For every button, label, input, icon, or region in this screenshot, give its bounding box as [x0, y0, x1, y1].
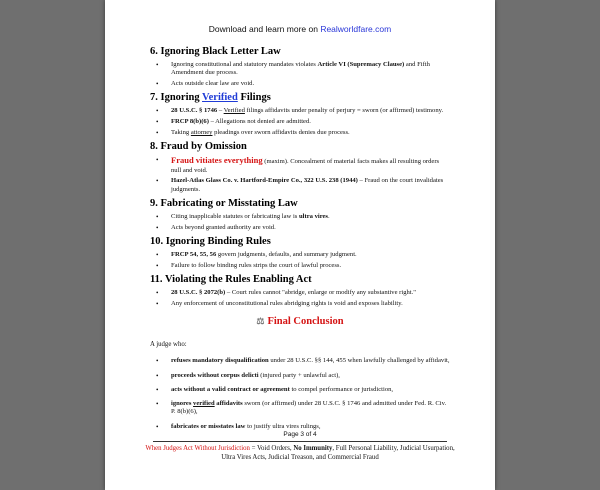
section-list — [150, 156, 450, 194]
list-item: • Acts beyond granted authority are void. — [150, 224, 450, 232]
list-item: • Acts outside clear law are void. — [150, 80, 450, 88]
footer-divider — [153, 441, 447, 442]
conclusion-intro: A judge who: — [150, 341, 187, 349]
conclusion-list — [150, 357, 450, 431]
list-item: • Hazel-Atlas Glass Co. v. Hartford-Empire Co., 322 U.S. 238 (1944) – Fraud on the court invalidates judgments. — [150, 177, 450, 194]
section-list — [150, 213, 450, 232]
section-list — [150, 251, 450, 270]
header-text: Download and learn more on — [208, 24, 321, 34]
list-item: • fabricates or misstates law to justify ultra vires rulings, — [150, 423, 450, 431]
list-item: • 28 U.S.C. § 2072(b) – Court rules cannot "abridge, enlarge or modify any substantive right." — [150, 289, 450, 297]
list-item: • Any enforcement of unconstitutional rules abridging rights is void and exposes liability. — [150, 300, 450, 308]
list-item: • refuses mandatory disqualification under 28 U.S.C. §§ 144, 455 when lawfully challenged by affidavit, — [150, 357, 450, 365]
list-item: • Taking attorney pleadings over sworn affidavits denies due process. — [150, 129, 450, 137]
section-title: 11. Violating the Rules Enabling Act — [150, 274, 312, 286]
list-item: • ignores verified affidavits sworn (or affirmed) under 28 U.S.C. § 1746 and admitted under Fed. R. Civ. P. 8(b)(6), — [150, 400, 450, 417]
document-content — [150, 45, 450, 437]
list-item: • Failure to follow binding rules strips the court of lawful process. — [150, 262, 450, 270]
section-title: 6. Ignoring Black Letter Law — [150, 46, 281, 57]
page-number: Page 3 of 4 — [283, 431, 317, 438]
section-title: 7. Ignoring Verified Filings — [150, 92, 271, 104]
list-item: • Ignoring constitutional and statutory mandates violates Article VI (Supremacy Clause) and Fifth Amendment due process. — [150, 61, 450, 78]
section-title: 8. Fraud by Omission — [150, 141, 247, 153]
list-item: • Fraud vitiates everything (maxim). Concealment of material facts makes all resulting orders null and void. — [150, 156, 450, 175]
section-list — [150, 289, 450, 308]
list-item: • proceeds without corpus delicti (injured party + unlawful act), — [150, 372, 450, 380]
section-list — [150, 61, 450, 88]
document-page — [105, 0, 495, 490]
verified-link[interactable]: Verified — [202, 92, 238, 104]
scales-icon: ⚖ — [256, 316, 265, 327]
list-item: • acts without a valid contract or agreement to compel performance or jurisdiction, — [150, 386, 450, 394]
final-conclusion-heading: ⚖ Final Conclusion — [256, 316, 344, 328]
section-title: 10. Ignoring Binding Rules — [150, 236, 271, 248]
page-footer: When Judges Act Without Jurisdiction = Void Orders, No Immunity, Full Personal Liability, Judicial Usurpation, Ultra Vires Acts, Judicial Treason, and Commercial Fraud — [145, 445, 455, 461]
header-site-link[interactable]: Realworldfare.com — [320, 24, 392, 34]
page-header — [105, 24, 495, 34]
list-item: • 28 U.S.C. § 1746 – Verified filings affidavits under penalty of perjury = sworn (or affirmed) testimony. — [150, 107, 450, 115]
list-item: • FRCP 54, 55, 56 govern judgments, defaults, and summary judgment. — [150, 251, 450, 259]
list-item: • Citing inapplicable statutes or fabricating law is ultra vires. — [150, 213, 450, 221]
section-list — [150, 107, 450, 137]
list-item: • FRCP 8(b)(6) – Allegations not denied are admitted. — [150, 118, 450, 126]
section-title: 9. Fabricating or Misstating Law — [150, 197, 298, 209]
